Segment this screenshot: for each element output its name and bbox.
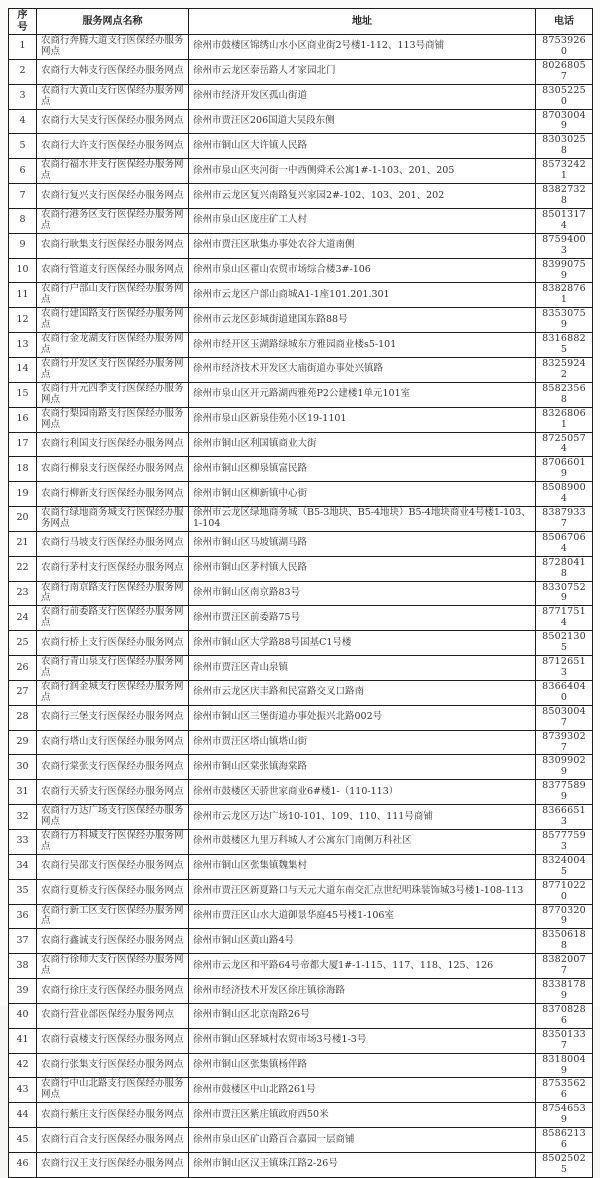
row-index: 37 <box>9 929 37 954</box>
outlet-address: 徐州市铜山区北京南路26号 <box>189 1003 536 1028</box>
table-row <box>9 1128 593 1153</box>
outlet-name: 农商行营业部医保经办服务网点 <box>37 1003 189 1028</box>
outlet-phone: 83775899 <box>536 780 593 805</box>
service-outlets-table <box>8 8 593 1178</box>
outlet-address: 徐州市贾汪区紫庄镇政府西50米 <box>189 1103 536 1128</box>
column-header-address: 地址 <box>189 9 536 35</box>
table-row <box>9 656 593 681</box>
outlet-name: 农商行茅村支行医保经办服务网点 <box>37 556 189 581</box>
outlet-address: 徐州市经济技术开发区大庙街道办事处兴镇路 <box>189 357 536 382</box>
table-row <box>9 1003 593 1028</box>
outlet-phone: 83268061 <box>536 407 593 432</box>
outlet-address: 徐州市鼓楼区锦绣山水小区商业街2号楼1-112、113号商铺 <box>189 35 536 60</box>
outlet-phone: 80268057 <box>536 59 593 84</box>
outlet-phone: 83501337 <box>536 1028 593 1053</box>
table-row <box>9 457 593 482</box>
table-row <box>9 705 593 730</box>
outlet-phone: 83240045 <box>536 854 593 879</box>
table-row <box>9 929 593 954</box>
outlet-address: 徐州市贾汪区塔山镇塔山街 <box>189 730 536 755</box>
row-index: 23 <box>9 581 37 606</box>
outlet-name: 农商行福水井支行医保经办服务网点 <box>37 159 189 184</box>
outlet-name: 农商行万科城支行医保经办服务网点 <box>37 830 189 855</box>
table-row <box>9 879 593 904</box>
row-index: 25 <box>9 631 37 656</box>
outlet-name: 农商行袁楼支行医保经办服务网点 <box>37 1028 189 1053</box>
row-index: 38 <box>9 954 37 979</box>
outlet-phone: 83099029 <box>536 755 593 780</box>
table-row <box>9 432 593 457</box>
row-index: 13 <box>9 333 37 358</box>
outlet-phone: 85089004 <box>536 482 593 507</box>
outlet-name: 农商行金龙湖支行医保经办服务网点 <box>37 333 189 358</box>
outlet-address: 徐州市云龙区和平路64号帝都大厦1#-1-115、117、118、125、126 <box>189 954 536 979</box>
outlet-address: 徐州市铜山区柳泉镇富民路 <box>189 457 536 482</box>
row-index: 24 <box>9 606 37 631</box>
table-row <box>9 407 593 432</box>
outlet-address: 徐州市鼓楼区中山北路261号 <box>189 1078 536 1103</box>
outlet-name: 农商行港务区支行医保经办服务网点 <box>37 208 189 233</box>
outlet-address: 徐州市贾汪区前委路75号 <box>189 606 536 631</box>
outlet-name: 农商行塔山支行医保经办服务网点 <box>37 730 189 755</box>
outlet-address: 徐州市铜山区马坡镇湖马路 <box>189 531 536 556</box>
outlet-name: 农商行紫庄支行医保经办服务网点 <box>37 1103 189 1128</box>
table-header-row <box>9 9 593 35</box>
table-row <box>9 1078 593 1103</box>
outlet-name: 农商行百合支行医保经办服务网点 <box>37 1128 189 1153</box>
outlet-address: 徐州市鼓楼区九里万科城人才公寓东门南侧万科社区 <box>189 830 536 855</box>
table-row <box>9 308 593 333</box>
outlet-address: 徐州市云龙区绿地商务城（B5-3地块、B5-4地块）B5-4地块商业4号楼1-103、1-104 <box>189 507 536 532</box>
outlet-phone: 83708286 <box>536 1003 593 1028</box>
row-index: 46 <box>9 1152 37 1177</box>
outlet-address: 徐州市贾汪区青山泉镇 <box>189 656 536 681</box>
outlet-name: 农商行开发区支行医保经办服务网点 <box>37 357 189 382</box>
row-index: 39 <box>9 979 37 1004</box>
outlet-phone: 85862136 <box>536 1128 593 1153</box>
row-index: 9 <box>9 233 37 258</box>
table-row <box>9 531 593 556</box>
outlet-phone: 83381789 <box>536 979 593 1004</box>
table-row <box>9 233 593 258</box>
outlet-phone: 85823568 <box>536 382 593 407</box>
outlet-address: 徐州市泉山区矿山路百合嘉园一层商铺 <box>189 1128 536 1153</box>
row-index: 11 <box>9 283 37 308</box>
table-row <box>9 1103 593 1128</box>
outlet-name: 农商行奔腾大道支行医保经办服务网点 <box>37 35 189 60</box>
row-index: 12 <box>9 308 37 333</box>
outlet-phone: 87703209 <box>536 904 593 929</box>
outlet-name: 农商行大吴支行医保经办服务网点 <box>37 109 189 134</box>
outlet-phone: 87535626 <box>536 1078 593 1103</box>
row-index: 1 <box>9 35 37 60</box>
outlet-phone: 85777593 <box>536 830 593 855</box>
table-row <box>9 35 593 60</box>
row-index: 36 <box>9 904 37 929</box>
table-row <box>9 755 593 780</box>
row-index: 28 <box>9 705 37 730</box>
outlet-address: 徐州市云龙区复兴南路复兴家园2#-102、103、201、202 <box>189 184 536 209</box>
outlet-address: 徐州市贾汪区山水大道御景华庭45号楼1-106室 <box>189 904 536 929</box>
row-index: 10 <box>9 258 37 283</box>
table-row <box>9 730 593 755</box>
outlet-phone: 83990759 <box>536 258 593 283</box>
row-index: 18 <box>9 457 37 482</box>
outlet-address: 徐州市云龙区户部山商城A1-1座101.201.301 <box>189 283 536 308</box>
outlet-phone: 83506188 <box>536 929 593 954</box>
outlet-phone: 83168825 <box>536 333 593 358</box>
outlet-address: 徐州市贾汪区206国道大吴段东侧 <box>189 109 536 134</box>
row-index: 32 <box>9 805 37 830</box>
row-index: 29 <box>9 730 37 755</box>
outlet-phone: 87280418 <box>536 556 593 581</box>
outlet-name: 农商行吴邵支行医保经办服务网点 <box>37 854 189 879</box>
row-index: 15 <box>9 382 37 407</box>
outlet-name: 农商行夏桥支行医保经办服务网点 <box>37 879 189 904</box>
outlet-address: 徐州市泉山区翟山农贸市场综合楼3#-106 <box>189 258 536 283</box>
outlet-name: 农商行大许支行医保经办服务网点 <box>37 134 189 159</box>
outlet-name: 农商行天骄支行医保经办服务网点 <box>37 780 189 805</box>
outlet-address: 徐州市云龙区彭城街道建国东路88号 <box>189 308 536 333</box>
outlet-phone: 85021305 <box>536 631 593 656</box>
row-index: 44 <box>9 1103 37 1128</box>
outlet-phone: 85067064 <box>536 531 593 556</box>
row-index: 33 <box>9 830 37 855</box>
outlet-phone: 85030047 <box>536 705 593 730</box>
table-row <box>9 258 593 283</box>
outlet-name: 农商行青山泉支行医保经办服务网点 <box>37 656 189 681</box>
table-row <box>9 357 593 382</box>
outlet-address: 徐州市铜山区三堡街道办事处振兴北路002号 <box>189 705 536 730</box>
outlet-phone: 83259242 <box>536 357 593 382</box>
outlet-name: 农商行润金城支行医保经办服务网点 <box>37 680 189 705</box>
row-index: 19 <box>9 482 37 507</box>
table-row <box>9 159 593 184</box>
outlet-address: 徐州市贾汪区耿集办事处农谷大道南侧 <box>189 233 536 258</box>
row-index: 42 <box>9 1053 37 1078</box>
outlet-address: 徐州市铜山区棠张镇海棠路 <box>189 755 536 780</box>
row-index: 43 <box>9 1078 37 1103</box>
outlet-phone: 83879337 <box>536 507 593 532</box>
column-header-index: 序号 <box>9 9 37 35</box>
table-row <box>9 904 593 929</box>
outlet-name: 农商行张集支行医保经办服务网点 <box>37 1053 189 1078</box>
table-row <box>9 556 593 581</box>
outlet-phone: 87126513 <box>536 656 593 681</box>
table-row <box>9 830 593 855</box>
row-index: 6 <box>9 159 37 184</box>
table-row <box>9 382 593 407</box>
table-row <box>9 854 593 879</box>
outlet-phone: 83664040 <box>536 680 593 705</box>
outlet-phone: 87717514 <box>536 606 593 631</box>
outlet-address: 徐州市铜山区张集镇魏集村 <box>189 854 536 879</box>
outlet-phone: 85013174 <box>536 208 593 233</box>
table-row <box>9 1152 593 1177</box>
outlet-name: 农商行徐师大支行医保经办服务网点 <box>37 954 189 979</box>
outlet-address: 徐州市泉山区新泉佳苑小区19-1101 <box>189 407 536 432</box>
row-index: 27 <box>9 680 37 705</box>
row-index: 3 <box>9 84 37 109</box>
outlet-address: 徐州市云龙区泰岳路人才家园北门 <box>189 59 536 84</box>
row-index: 16 <box>9 407 37 432</box>
outlet-name: 农商行建国路支行医保经办服务网点 <box>37 308 189 333</box>
row-index: 35 <box>9 879 37 904</box>
table-row <box>9 482 593 507</box>
row-index: 21 <box>9 531 37 556</box>
row-index: 5 <box>9 134 37 159</box>
outlet-phone: 83820077 <box>536 954 593 979</box>
table-row <box>9 333 593 358</box>
table-row <box>9 1028 593 1053</box>
outlet-address: 徐州市铜山区柳新镇中心街 <box>189 482 536 507</box>
row-index: 4 <box>9 109 37 134</box>
table-row <box>9 59 593 84</box>
outlet-address: 徐州市云龙区万达广场10-101、109、110、111号商铺 <box>189 805 536 830</box>
outlet-address: 徐州市泉山区开元路湖西雅苑P2公建楼1单元101室 <box>189 382 536 407</box>
table-row <box>9 979 593 1004</box>
outlet-name: 农商行复兴支行医保经办服务网点 <box>37 184 189 209</box>
outlet-name: 农商行耿集支行医保经办服务网点 <box>37 233 189 258</box>
outlet-phone: 85025025 <box>536 1152 593 1177</box>
row-index: 22 <box>9 556 37 581</box>
outlet-name: 农商行中山北路支行医保经办服务网点 <box>37 1078 189 1103</box>
outlet-name: 农商行利国支行医保经办服务网点 <box>37 432 189 457</box>
table-row <box>9 780 593 805</box>
table-row <box>9 208 593 233</box>
outlet-phone: 87710220 <box>536 879 593 904</box>
outlet-address: 徐州市铜山区南京路83号 <box>189 581 536 606</box>
outlet-name: 农商行开元四季支行医保经办服务网点 <box>37 382 189 407</box>
outlet-address: 徐州市泉山区庞庄矿工人村 <box>189 208 536 233</box>
outlet-name: 农商行新工区支行医保经办服务网点 <box>37 904 189 929</box>
outlet-phone: 87393027 <box>536 730 593 755</box>
outlet-phone: 87066019 <box>536 457 593 482</box>
outlet-address: 徐州市经济开发区孤山街道 <box>189 84 536 109</box>
outlet-address: 徐州市铜山区驿城村农贸市场3号楼1-3号 <box>189 1028 536 1053</box>
row-index: 2 <box>9 59 37 84</box>
outlet-phone: 87539260 <box>536 35 593 60</box>
outlet-name: 农商行桥上支行医保经办服务网点 <box>37 631 189 656</box>
table-row <box>9 84 593 109</box>
outlet-name: 农商行马坡支行医保经办服务网点 <box>37 531 189 556</box>
outlet-phone: 83530759 <box>536 308 593 333</box>
outlet-address: 徐州市铜山区汉王镇珠江路2-26号 <box>189 1152 536 1177</box>
table-row <box>9 680 593 705</box>
row-index: 30 <box>9 755 37 780</box>
table-row <box>9 1053 593 1078</box>
outlet-phone: 83828761 <box>536 283 593 308</box>
row-index: 41 <box>9 1028 37 1053</box>
column-header-phone: 电话 <box>536 9 593 35</box>
outlet-address: 徐州市铜山区黄山路4号 <box>189 929 536 954</box>
outlet-name: 农商行徐庄支行医保经办服务网点 <box>37 979 189 1004</box>
table-row <box>9 805 593 830</box>
table-row <box>9 134 593 159</box>
row-index: 26 <box>9 656 37 681</box>
outlet-name: 农商行管道支行医保经办服务网点 <box>37 258 189 283</box>
column-header-name: 服务网点名称 <box>37 9 189 35</box>
row-index: 14 <box>9 357 37 382</box>
outlet-name: 农商行大韩支行医保经办服务网点 <box>37 59 189 84</box>
row-index: 17 <box>9 432 37 457</box>
outlet-name: 农商行户部山支行医保经办服务网点 <box>37 283 189 308</box>
outlet-name: 农商行汉王支行医保经办服务网点 <box>37 1152 189 1177</box>
outlet-phone: 83030258 <box>536 134 593 159</box>
table-row <box>9 954 593 979</box>
outlet-phone: 83180049 <box>536 1053 593 1078</box>
outlet-phone: 87594003 <box>536 233 593 258</box>
outlet-address: 徐州市铜山区大学路88号国基C1号楼 <box>189 631 536 656</box>
outlet-phone: 83827328 <box>536 184 593 209</box>
row-index: 20 <box>9 507 37 532</box>
outlet-address: 徐州市云龙区庆丰路和民富路交叉口路南 <box>189 680 536 705</box>
outlet-name: 农商行绿地商务城支行医保经办服务网点 <box>37 507 189 532</box>
outlet-name: 农商行南京路支行医保经办服务网点 <box>37 581 189 606</box>
row-index: 31 <box>9 780 37 805</box>
table-row <box>9 109 593 134</box>
outlet-name: 农商行前委路支行医保经办服务网点 <box>37 606 189 631</box>
outlet-phone: 87546539 <box>536 1103 593 1128</box>
outlet-name: 农商行鑫诚支行医保经办服务网点 <box>37 929 189 954</box>
outlet-address: 徐州市鼓楼区天骄世家商业6#楼1-（110-113） <box>189 780 536 805</box>
outlet-address: 徐州市贾汪区新夏路口与天元大道东南交汇点世纪明珠装饰城3号楼1-108-113 <box>189 879 536 904</box>
outlet-address: 徐州市铜山区张集镇杨伴路 <box>189 1053 536 1078</box>
outlet-phone: 85732421 <box>536 159 593 184</box>
outlet-phone: 83666513 <box>536 805 593 830</box>
outlet-address: 徐州市铜山区茅村镇人民路 <box>189 556 536 581</box>
outlet-name: 农商行棠张支行医保经办服务网点 <box>37 755 189 780</box>
outlet-address: 徐州市经济技术开发区徐庄镇徐海路 <box>189 979 536 1004</box>
table-row <box>9 507 593 532</box>
outlet-address: 徐州市铜山区利国镇商业大街 <box>189 432 536 457</box>
table-row <box>9 184 593 209</box>
outlet-name: 农商行梨园南路支行医保经办服务网点 <box>37 407 189 432</box>
row-index: 45 <box>9 1128 37 1153</box>
outlet-name: 农商行柳新支行医保经办服务网点 <box>37 482 189 507</box>
outlet-name: 农商行三堡支行医保经办服务网点 <box>37 705 189 730</box>
outlet-phone: 83052250 <box>536 84 593 109</box>
outlet-name: 农商行柳泉支行医保经办服务网点 <box>37 457 189 482</box>
table-row <box>9 581 593 606</box>
row-index: 40 <box>9 1003 37 1028</box>
outlet-name: 农商行万达广场支行医保经办服务网点 <box>37 805 189 830</box>
row-index: 7 <box>9 184 37 209</box>
outlet-phone: 83307529 <box>536 581 593 606</box>
outlet-phone: 87250574 <box>536 432 593 457</box>
table-row <box>9 631 593 656</box>
outlet-address: 徐州市泉山区夹河街一中西侧舜禾公寓1#-1-103、201、205 <box>189 159 536 184</box>
row-index: 34 <box>9 854 37 879</box>
table-row <box>9 283 593 308</box>
table-row <box>9 606 593 631</box>
outlet-phone: 87030049 <box>536 109 593 134</box>
row-index: 8 <box>9 208 37 233</box>
outlet-address: 徐州市铜山区大许镇人民路 <box>189 134 536 159</box>
outlet-name: 农商行大黄山支行医保经办服务网点 <box>37 84 189 109</box>
outlet-address: 徐州市经开区玉湖路绿城东方雅园商业楼s5-101 <box>189 333 536 358</box>
